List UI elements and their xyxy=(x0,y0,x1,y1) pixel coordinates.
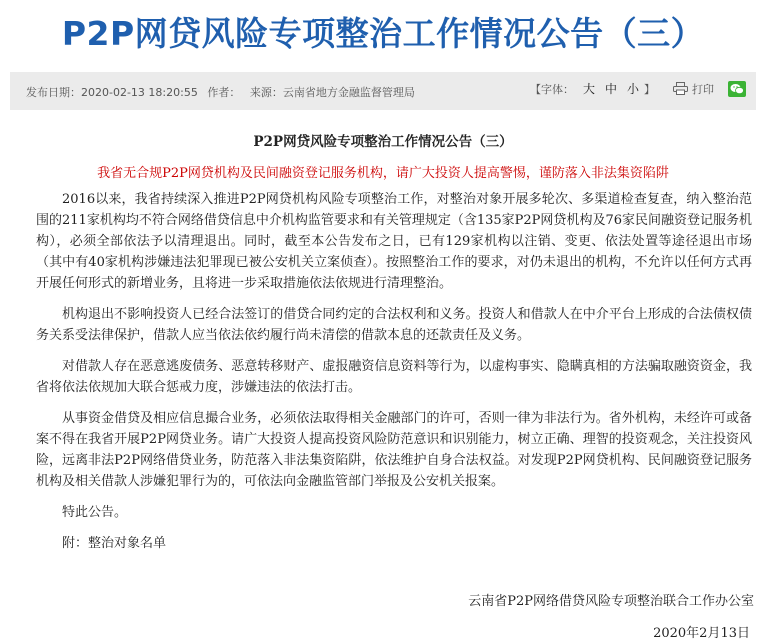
paragraph-2: 机构退出不影响投资人已经合法签订的借贷合同约定的合法权利和义务。投资人和借款人在中介平台上形成的合法债权债务关系受法律保护，借款人应当依法依约履行尚未清偿的借款本息的还款责任及义务。 xyxy=(36,307,752,343)
wechat-icon[interactable] xyxy=(728,81,746,97)
article-meta xyxy=(26,84,421,100)
meta-bar xyxy=(10,72,756,110)
source: 来源：云南省地方金融监督管理局 xyxy=(249,86,415,99)
print-button[interactable] xyxy=(673,81,714,97)
paragraph-4: 从事资金借贷及相应信息撮合业务，必须依法取得相关金融部门的许可，否则一律为非法行为。省外机构，未经许可或备案不得在我省开展P2P网贷业务。请广大投资人提高投资风险防范意识和识别能力，树立正确、理智的投资观念，关注投资风险，远离非法P2P网络借贷业务，防范落入非法集资陷阱，依法维护自身合法权益。对发现P2P网贷机构、民间融资登记服务机构及相关借款人涉嫌犯罪行为的，可依法向金融监管部门举报及公安机关报案。 xyxy=(36,411,752,489)
font-size-close: 】 xyxy=(644,82,655,96)
paragraph-closing: 特此公告。 xyxy=(62,505,128,520)
signature: 云南省P2P网络借贷风险专项整治联合工作办公室 xyxy=(468,594,754,609)
attachment-link[interactable]: 附：整治对象名单 xyxy=(62,536,167,551)
paragraph-1: 2016以来，我省持续深入推进P2P网贷机构风险专项整治工作，对整治对象开展多轮次、多渠道检查复查，纳入整治范围的211家机构均不符合网络借贷信息中介机构监管要求和有关管理规定（含135家P2P网贷机构及76家民间融资登记服务机构），必须全部依法予以清理退出。同时，截至本公告发布之日，已有129家机构以注销、变更、依法处置等途径退出市场（其中有40家机构涉嫌违法犯罪现已被公安机关立案侦查）。按照整治工作的要求，对仍未退出的机构，不允许以任何方式再开展任何形式的新增业务，且将进一步采取措施依法依规进行清理整治。 xyxy=(36,192,752,291)
font-size-label: 【字体： xyxy=(529,82,574,96)
article-subtitle: 我省无合规P2P网贷机构及民间融资登记服务机构，请广大投资人提高警惕，谨防落入非法集资陷阱 xyxy=(97,166,669,181)
font-size-small[interactable]: 小 xyxy=(626,82,639,96)
signature-date: 2020年2月13日 xyxy=(653,626,750,641)
article-tools xyxy=(530,80,746,97)
print-label: 打印 xyxy=(692,82,714,96)
article-body xyxy=(36,189,752,564)
font-size-medium[interactable]: 中 xyxy=(604,82,617,96)
page-title: P2P网贷风险专项整治工作情况公告（三） xyxy=(61,14,705,53)
author: 作者： xyxy=(207,86,241,99)
paragraph-3: 对借款人存在恶意逃废债务、恶意转移财产、虚报融资信息资料等行为，以虚构事实、隐瞒真相的方法骗取融资资金，我省将依法依规加大联合惩戒力度，涉嫌违法的依法打击。 xyxy=(36,359,752,395)
article-title: P2P网贷风险专项整治工作情况公告（三） xyxy=(253,134,513,150)
font-size-large[interactable]: 大 xyxy=(582,82,595,96)
publish-date: 发布日期：2020-02-13 18:20:55 xyxy=(26,86,198,99)
printer-icon xyxy=(673,82,688,95)
